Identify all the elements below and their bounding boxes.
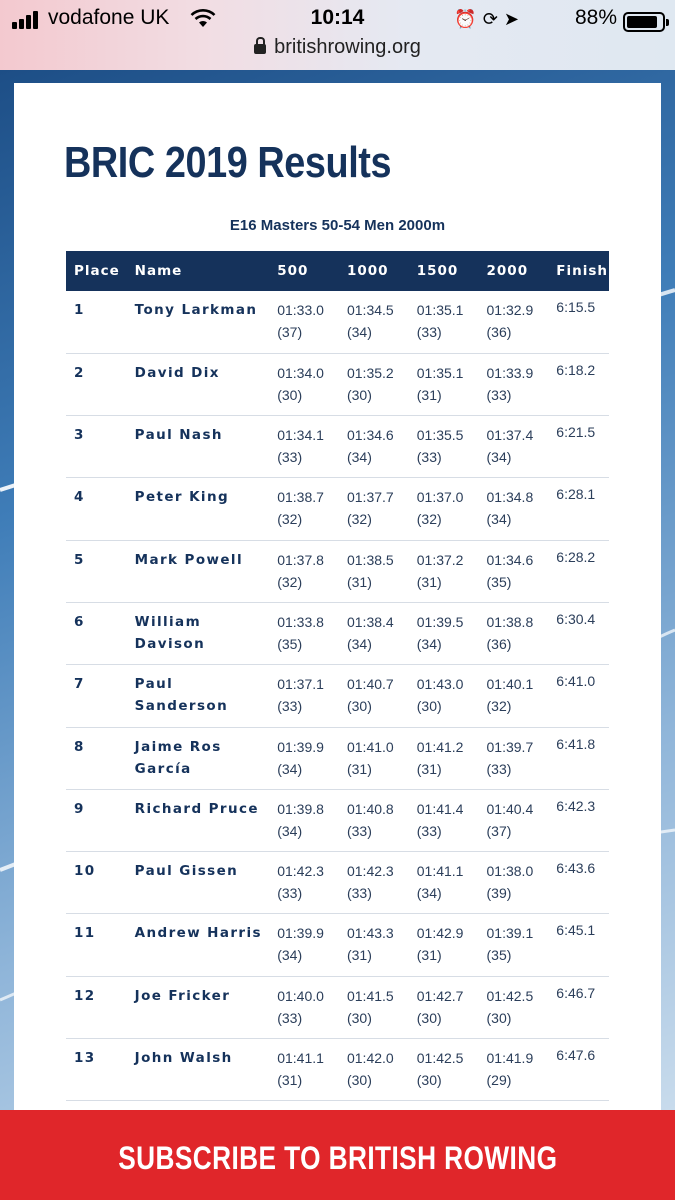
split-1000-cell: [339, 976, 409, 1038]
name-cell-value: John Walsh: [134, 1050, 233, 1067]
finish-cell-value: 6:41.8: [556, 735, 596, 752]
split-1000-cell: [339, 789, 409, 851]
split-2000-cell-value: (34): [486, 511, 512, 528]
table-row: [66, 478, 609, 540]
split-2000-cell-value: (30): [486, 1009, 512, 1026]
split-1500-cell-value: (30): [416, 698, 442, 715]
finish-cell-value: 6:41.0: [556, 673, 596, 690]
finish-cell-value: 6:18.2: [556, 361, 596, 378]
split-1000-cell-value: 01:38.5: [346, 551, 394, 568]
place-cell: [66, 291, 127, 353]
split-500-cell: [269, 976, 339, 1038]
split-1000-cell: [339, 353, 409, 415]
name-cell: [127, 914, 270, 976]
split-1000-cell-value: (31): [346, 760, 372, 777]
split-2000-cell: [479, 976, 549, 1038]
subscribe-label: SUBSCRIBE TO BRITISH ROWING: [117, 1140, 558, 1176]
table-row: [66, 727, 609, 789]
split-1000-cell-value: 01:37.7: [346, 489, 394, 506]
finish-cell: [548, 976, 609, 1038]
name-cell: [127, 1039, 270, 1101]
split-500-cell-value: 01:33.0: [277, 302, 324, 318]
split-2000-cell-value: (32): [486, 698, 512, 715]
split-2000-cell: [479, 727, 549, 789]
carrier-name: vodafone UK: [48, 6, 170, 29]
place-cell-value: 5: [74, 551, 85, 568]
split-2000-cell: [479, 852, 549, 914]
split-2000-cell: [479, 665, 549, 727]
split-500-cell-value: (32): [277, 511, 303, 528]
split-500-cell-value: (30): [277, 386, 303, 403]
split-500-cell-value: 01:38.7: [277, 489, 324, 506]
status-bar: [0, 0, 675, 70]
place-cell-value: 8: [74, 738, 85, 755]
split-1500-cell-value: 01:37.2: [416, 551, 464, 568]
split-2000-cell-value: (29): [486, 1072, 512, 1089]
split-1000-cell-value: (31): [346, 947, 372, 964]
name-cell: [127, 353, 270, 415]
finish-cell: [548, 602, 609, 664]
split-1000-cell-value: 01:40.7: [346, 676, 394, 693]
split-500-cell-value: (33): [277, 698, 303, 715]
split-1000-cell: [339, 416, 409, 478]
table-row: [66, 353, 609, 415]
name-cell-value: Richard Pruce: [134, 800, 259, 817]
name-cell: [127, 416, 270, 478]
split-1500-cell-value: 01:42.7: [416, 987, 464, 1004]
header-1000: 1000: [346, 263, 389, 279]
split-1000-cell: [339, 540, 409, 602]
table-row: [66, 602, 609, 664]
split-2000-cell-value: (33): [486, 760, 512, 777]
split-2000-cell-value: 01:40.1: [486, 676, 534, 693]
place-cell-value: 7: [74, 676, 85, 693]
split-1000-cell: [339, 914, 409, 976]
name-cell-value: Andrew Harris: [134, 925, 262, 942]
split-2000-cell-value: 01:42.5: [486, 987, 534, 1004]
split-2000-cell-value: (33): [486, 386, 512, 403]
event-subtitle: E16 Masters 50-54 Men 2000m: [229, 217, 446, 234]
table-row: [66, 291, 609, 353]
place-cell-value: 10: [74, 863, 96, 880]
split-500-cell: [269, 665, 339, 727]
page-title: BRIC 2019 Results: [64, 138, 392, 187]
split-2000-cell-value: (39): [486, 885, 512, 902]
place-cell: [66, 602, 127, 664]
subscribe-banner[interactable]: [0, 1110, 675, 1200]
split-1000-cell: [339, 665, 409, 727]
place-cell: [66, 852, 127, 914]
split-1500-cell-value: 01:35.5: [416, 427, 464, 444]
split-1500-cell-value: 01:42.9: [416, 925, 464, 942]
split-1500-cell: [409, 353, 479, 415]
place-cell-value: 2: [74, 364, 85, 381]
split-500-cell-value: 01:39.9: [277, 738, 324, 755]
split-500-cell-value: 01:37.1: [277, 676, 324, 693]
split-500-cell-value: 01:34.1: [277, 427, 324, 444]
split-1000-cell-value: (30): [346, 386, 372, 403]
split-2000-cell-value: (35): [486, 947, 512, 964]
split-1000-cell-value: (30): [346, 1009, 372, 1026]
split-1000-cell-value: (33): [346, 885, 372, 902]
name-cell: [127, 976, 270, 1038]
name-cell: [127, 789, 270, 851]
split-500-cell: [269, 727, 339, 789]
split-2000-cell: [479, 789, 549, 851]
split-1500-cell-value: (31): [416, 947, 442, 964]
finish-cell: [548, 540, 609, 602]
split-1500-cell-value: (30): [416, 1072, 442, 1089]
split-1000-cell-value: 01:40.8: [346, 800, 394, 817]
split-1500-cell-value: (31): [416, 386, 442, 403]
finish-cell-value: 6:42.3: [556, 797, 596, 814]
place-cell: [66, 665, 127, 727]
split-1500-cell-value: 01:41.2: [416, 738, 464, 755]
split-1000-cell-value: 01:34.5: [346, 302, 394, 318]
split-500-cell-value: 01:39.9: [277, 925, 324, 942]
split-2000-cell-value: (36): [486, 635, 512, 652]
place-cell: [66, 727, 127, 789]
finish-cell: [548, 291, 609, 353]
split-1000-cell-value: (34): [346, 324, 372, 340]
name-cell-value: Paul Gissen: [134, 863, 239, 880]
split-2000-cell-value: 01:32.9: [486, 302, 534, 318]
split-1500-cell-value: (33): [416, 324, 442, 340]
finish-cell: [548, 789, 609, 851]
split-1000-cell: [339, 1039, 409, 1101]
place-cell-value: 13: [74, 1050, 96, 1067]
split-1000-cell: [339, 602, 409, 664]
name-cell-value: Peter King: [134, 489, 230, 506]
name-cell-value: Paul Sanderson: [134, 676, 229, 715]
finish-cell: [548, 665, 609, 727]
split-500-cell-value: 01:34.0: [277, 364, 324, 381]
url-text: britishrowing.org: [274, 36, 421, 58]
split-1500-cell-value: 01:35.1: [416, 302, 464, 318]
location-icon: ➤: [503, 9, 525, 29]
finish-cell-value: 6:45.1: [556, 922, 596, 939]
split-1500-cell: [409, 976, 479, 1038]
finish-cell-value: 6:47.6: [556, 1047, 596, 1064]
split-500-cell-value: (33): [277, 1009, 303, 1026]
split-2000-cell-value: 01:39.7: [486, 738, 534, 755]
split-1500-cell-value: 01:42.5: [416, 1050, 464, 1067]
place-cell: [66, 789, 127, 851]
name-cell: [127, 291, 270, 353]
split-1000-cell-value: (30): [346, 698, 372, 715]
place-cell-value: 4: [74, 489, 85, 506]
split-500-cell-value: (34): [277, 947, 303, 964]
name-cell: [127, 727, 270, 789]
table-row: [66, 540, 609, 602]
split-500-cell: [269, 852, 339, 914]
finish-cell-value: 6:30.4: [556, 610, 596, 627]
split-2000-cell-value: (36): [486, 324, 512, 340]
split-500-cell-value: 01:39.8: [277, 800, 324, 817]
place-cell: [66, 540, 127, 602]
finish-cell: [548, 852, 609, 914]
name-cell-value: Paul Nash: [134, 427, 223, 444]
split-500-cell-value: 01:41.1: [277, 1050, 324, 1067]
split-1500-cell-value: (31): [416, 573, 442, 590]
split-500-cell-value: 01:33.8: [277, 613, 324, 630]
status-icons: [454, 9, 525, 30]
results-table: [66, 251, 609, 1101]
split-2000-cell-value: (34): [486, 449, 512, 466]
split-2000-cell-value: 01:33.9: [486, 364, 534, 381]
finish-cell: [548, 416, 609, 478]
split-500-cell: [269, 478, 339, 540]
split-1500-cell-value: (34): [416, 635, 442, 652]
split-1500-cell: [409, 1039, 479, 1101]
table-row: [66, 976, 609, 1038]
lock-icon: [254, 44, 266, 54]
split-500-cell-value: (33): [277, 885, 303, 902]
table-header-row: [66, 251, 609, 291]
split-2000-cell: [479, 540, 549, 602]
finish-cell-value: 6:46.7: [556, 984, 596, 1001]
name-cell-value: Jaime Ros García: [134, 738, 222, 777]
split-1500-cell: [409, 852, 479, 914]
place-cell-value: 1: [74, 302, 85, 318]
place-cell: [66, 976, 127, 1038]
split-500-cell-value: (32): [277, 573, 303, 590]
place-cell-value: 3: [74, 427, 85, 444]
split-1000-cell-value: (32): [346, 511, 372, 528]
table-row: [66, 665, 609, 727]
split-500-cell-value: 01:40.0: [277, 987, 324, 1004]
split-2000-cell: [479, 914, 549, 976]
battery-percentage: 88%: [574, 6, 617, 29]
place-cell: [66, 1039, 127, 1101]
split-500-cell: [269, 540, 339, 602]
split-500-cell: [269, 416, 339, 478]
split-1500-cell-value: 01:41.4: [416, 800, 464, 817]
split-1000-cell: [339, 727, 409, 789]
split-500-cell: [269, 291, 339, 353]
split-2000-cell: [479, 416, 549, 478]
place-cell-value: 11: [74, 925, 96, 942]
split-2000-cell-value: 01:34.8: [486, 489, 534, 506]
split-1000-cell: [339, 852, 409, 914]
header-2000: 2000: [486, 263, 529, 279]
split-1500-cell-value: (33): [416, 449, 442, 466]
name-cell: [127, 478, 270, 540]
split-500-cell-value: (35): [277, 635, 303, 652]
table-row: [66, 1039, 609, 1101]
split-1500-cell-value: 01:43.0: [416, 676, 464, 693]
place-cell-value: 12: [74, 987, 96, 1004]
split-1500-cell: [409, 291, 479, 353]
place-cell: [66, 478, 127, 540]
split-1000-cell-value: 01:42.0: [346, 1050, 394, 1067]
table-row: [66, 914, 609, 976]
split-1500-cell: [409, 540, 479, 602]
split-1500-cell-value: (33): [416, 822, 442, 839]
split-1000-cell: [339, 291, 409, 353]
name-cell-value: Mark Powell: [134, 551, 243, 568]
split-2000-cell: [479, 353, 549, 415]
name-cell-value: Tony Larkman: [134, 302, 258, 318]
name-cell: [127, 602, 270, 664]
finish-cell-value: 6:28.1: [556, 486, 596, 503]
split-1500-cell: [409, 478, 479, 540]
split-2000-cell-value: 01:34.6: [486, 551, 534, 568]
finish-cell-value: 6:28.2: [556, 548, 596, 565]
split-2000-cell-value: 01:40.4: [486, 800, 534, 817]
place-cell: [66, 416, 127, 478]
split-1000-cell-value: 01:34.6: [346, 427, 394, 444]
split-2000-cell-value: 01:37.4: [486, 427, 534, 444]
split-1500-cell: [409, 602, 479, 664]
name-cell-value: William Davison: [134, 613, 206, 652]
header-finish: Finish: [556, 263, 609, 279]
battery-icon: [623, 12, 665, 32]
finish-cell: [548, 1039, 609, 1101]
header-name: Name: [134, 263, 183, 279]
split-1500-cell: [409, 789, 479, 851]
split-1000-cell-value: (31): [346, 573, 372, 590]
place-cell-value: 6: [74, 613, 85, 630]
table-row: [66, 852, 609, 914]
split-1500-cell: [409, 727, 479, 789]
finish-cell-value: 6:21.5: [556, 424, 596, 441]
split-1500-cell-value: (30): [416, 1009, 442, 1026]
place-cell: [66, 914, 127, 976]
split-500-cell: [269, 1039, 339, 1101]
split-500-cell-value: 01:37.8: [277, 551, 324, 568]
split-1500-cell-value: (34): [416, 885, 442, 902]
place-cell-value: 9: [74, 800, 85, 817]
split-500-cell-value: 01:42.3: [277, 863, 324, 880]
split-1500-cell-value: 01:41.1: [416, 863, 464, 880]
split-1000-cell-value: (34): [346, 635, 372, 652]
finish-cell: [548, 727, 609, 789]
header-500: 500: [277, 263, 309, 279]
clock: 10:14: [310, 6, 365, 29]
split-2000-cell: [479, 602, 549, 664]
split-1500-cell: [409, 665, 479, 727]
split-1500-cell-value: 01:37.0: [416, 489, 464, 506]
finish-cell: [548, 478, 609, 540]
table-row: [66, 416, 609, 478]
finish-cell: [548, 914, 609, 976]
split-1000-cell: [339, 478, 409, 540]
split-1000-cell-value: (33): [346, 822, 372, 839]
split-2000-cell: [479, 291, 549, 353]
split-2000-cell-value: 01:38.8: [486, 613, 534, 630]
name-cell-value: Joe Fricker: [134, 987, 231, 1004]
name-cell-value: David Dix: [134, 364, 220, 381]
results-card: [14, 83, 661, 1113]
split-1500-cell: [409, 416, 479, 478]
split-500-cell-value: (37): [277, 324, 303, 340]
split-500-cell-value: (34): [277, 760, 303, 777]
split-2000-cell-value: (37): [486, 822, 512, 839]
split-2000-cell: [479, 1039, 549, 1101]
rotation-lock-icon: ⟳: [482, 9, 504, 29]
split-1000-cell-value: 01:35.2: [346, 364, 394, 381]
alarm-icon: ⏰: [454, 9, 483, 29]
finish-cell-value: 6:15.5: [556, 299, 596, 315]
split-2000-cell-value: (35): [486, 573, 512, 590]
name-cell: [127, 852, 270, 914]
finish-cell-value: 6:43.6: [556, 860, 596, 877]
split-1500-cell-value: (31): [416, 760, 442, 777]
table-row: [66, 789, 609, 851]
place-cell: [66, 353, 127, 415]
header-place: Place: [74, 263, 120, 279]
address-bar[interactable]: [0, 36, 675, 59]
name-cell: [127, 665, 270, 727]
split-500-cell-value: (33): [277, 449, 303, 466]
split-2000-cell-value: 01:39.1: [486, 925, 534, 942]
split-1500-cell-value: (32): [416, 511, 442, 528]
split-500-cell: [269, 914, 339, 976]
split-1500-cell: [409, 914, 479, 976]
split-1000-cell-value: 01:41.0: [346, 738, 394, 755]
split-1000-cell-value: 01:42.3: [346, 863, 394, 880]
split-1500-cell-value: 01:35.1: [416, 364, 464, 381]
split-1500-cell-value: 01:39.5: [416, 613, 464, 630]
split-2000-cell-value: 01:38.0: [486, 863, 534, 880]
results-body: [66, 291, 609, 1101]
split-500-cell: [269, 602, 339, 664]
name-cell: [127, 540, 270, 602]
split-1000-cell-value: 01:38.4: [346, 613, 394, 630]
header-1500: 1500: [416, 263, 459, 279]
split-500-cell-value: (34): [277, 822, 303, 839]
split-1000-cell-value: 01:41.5: [346, 987, 394, 1004]
finish-cell: [548, 353, 609, 415]
split-500-cell-value: (31): [277, 1072, 303, 1089]
split-1000-cell-value: (30): [346, 1072, 372, 1089]
split-500-cell: [269, 789, 339, 851]
split-1000-cell-value: 01:43.3: [346, 925, 394, 942]
split-500-cell: [269, 353, 339, 415]
split-2000-cell-value: 01:41.9: [486, 1050, 534, 1067]
split-1000-cell-value: (34): [346, 449, 372, 466]
split-2000-cell: [479, 478, 549, 540]
